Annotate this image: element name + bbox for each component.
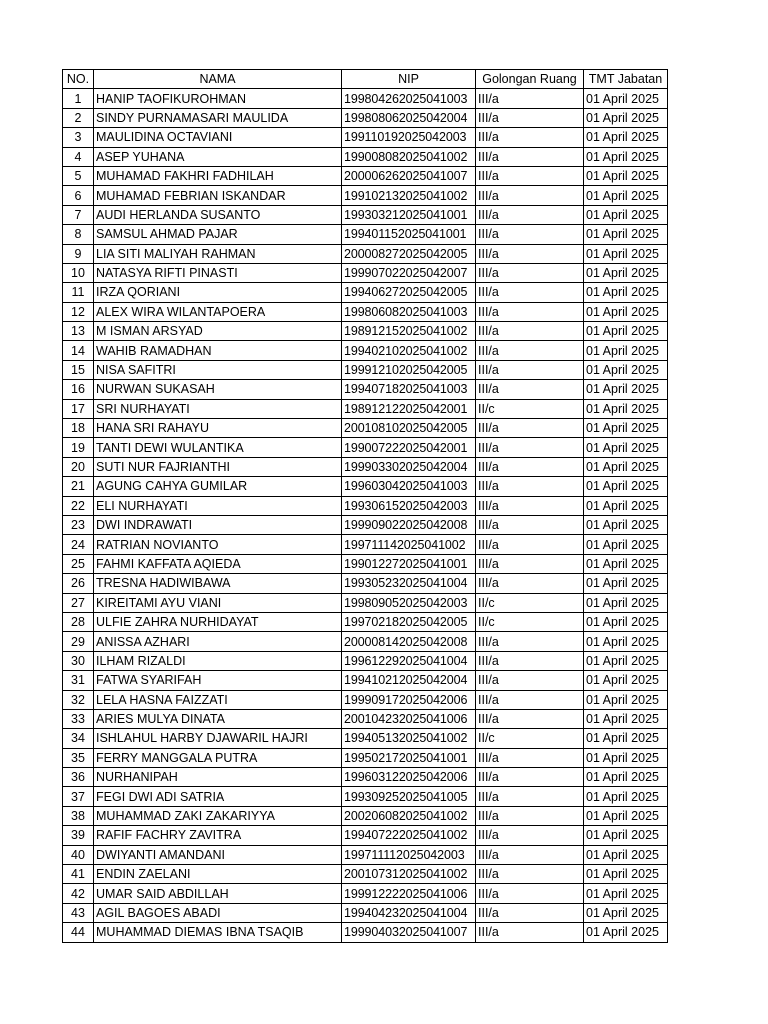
table-row (63, 515, 668, 534)
cell-no: 41 (63, 865, 94, 884)
cell-tmt: 01 April 2025 (584, 729, 668, 748)
cell-golongan: III/a (476, 205, 584, 224)
cell-nip: 200008272025042005 (342, 244, 476, 263)
cell-tmt: 01 April 2025 (584, 166, 668, 185)
table-row (63, 748, 668, 767)
header-nama: NAMA (94, 70, 342, 89)
cell-golongan: III/a (476, 302, 584, 321)
cell-golongan: III/a (476, 225, 584, 244)
cell-tmt: 01 April 2025 (584, 709, 668, 728)
cell-nama: DWIYANTI AMANDANI (94, 845, 342, 864)
cell-golongan: III/a (476, 632, 584, 651)
cell-nama: ULFIE ZAHRA NURHIDAYAT (94, 612, 342, 631)
cell-no: 17 (63, 399, 94, 418)
table-row (63, 671, 668, 690)
cell-tmt: 01 April 2025 (584, 806, 668, 825)
table-row (63, 186, 668, 205)
cell-golongan: III/a (476, 263, 584, 282)
cell-golongan: III/a (476, 283, 584, 302)
cell-golongan: III/a (476, 477, 584, 496)
table-row (63, 205, 668, 224)
table-row (63, 438, 668, 457)
cell-no: 16 (63, 380, 94, 399)
cell-tmt: 01 April 2025 (584, 205, 668, 224)
cell-no: 22 (63, 496, 94, 515)
cell-nip: 199110192025042003 (342, 128, 476, 147)
table-header-row (63, 70, 668, 89)
cell-golongan: III/a (476, 903, 584, 922)
cell-no: 15 (63, 360, 94, 379)
cell-nip: 199909172025042006 (342, 690, 476, 709)
cell-tmt: 01 April 2025 (584, 612, 668, 631)
table-row (63, 923, 668, 942)
cell-nama: NURHANIPAH (94, 768, 342, 787)
cell-nama: NATASYA RIFTI PINASTI (94, 263, 342, 282)
cell-tmt: 01 April 2025 (584, 787, 668, 806)
cell-tmt: 01 April 2025 (584, 768, 668, 787)
cell-nip: 198912122025042001 (342, 399, 476, 418)
cell-no: 20 (63, 457, 94, 476)
cell-no: 34 (63, 729, 94, 748)
cell-golongan: III/a (476, 108, 584, 127)
cell-tmt: 01 April 2025 (584, 651, 668, 670)
cell-nip: 199407222025041002 (342, 826, 476, 845)
cell-golongan: III/a (476, 147, 584, 166)
table-row (63, 903, 668, 922)
cell-tmt: 01 April 2025 (584, 865, 668, 884)
cell-no: 26 (63, 574, 94, 593)
cell-tmt: 01 April 2025 (584, 535, 668, 554)
cell-golongan: III/a (476, 496, 584, 515)
cell-no: 13 (63, 322, 94, 341)
cell-nip: 200006262025041007 (342, 166, 476, 185)
cell-tmt: 01 April 2025 (584, 690, 668, 709)
cell-no: 8 (63, 225, 94, 244)
cell-tmt: 01 April 2025 (584, 438, 668, 457)
table-row (63, 651, 668, 670)
cell-no: 39 (63, 826, 94, 845)
cell-nip: 199912102025042005 (342, 360, 476, 379)
cell-golongan: III/a (476, 709, 584, 728)
cell-tmt: 01 April 2025 (584, 884, 668, 903)
cell-golongan: III/a (476, 554, 584, 573)
cell-nama: ENDIN ZAELANI (94, 865, 342, 884)
cell-tmt: 01 April 2025 (584, 128, 668, 147)
cell-nama: AUDI HERLANDA SUSANTO (94, 205, 342, 224)
cell-tmt: 01 April 2025 (584, 225, 668, 244)
cell-tmt: 01 April 2025 (584, 748, 668, 767)
cell-nama: KIREITAMI AYU VIANI (94, 593, 342, 612)
cell-tmt: 01 April 2025 (584, 283, 668, 302)
cell-nama: ILHAM RIZALDI (94, 651, 342, 670)
cell-no: 43 (63, 903, 94, 922)
cell-no: 35 (63, 748, 94, 767)
cell-no: 12 (63, 302, 94, 321)
cell-nip: 200107312025041002 (342, 865, 476, 884)
table-row (63, 225, 668, 244)
cell-nama: ANISSA AZHARI (94, 632, 342, 651)
cell-nama: HANIP TAOFIKUROHMAN (94, 89, 342, 108)
cell-no: 28 (63, 612, 94, 631)
cell-golongan: II/c (476, 399, 584, 418)
cell-no: 10 (63, 263, 94, 282)
table-row (63, 826, 668, 845)
cell-nip: 199012272025041001 (342, 554, 476, 573)
cell-tmt: 01 April 2025 (584, 671, 668, 690)
cell-nip: 199909022025042008 (342, 515, 476, 534)
cell-nama: ASEP YUHANA (94, 147, 342, 166)
cell-no: 40 (63, 845, 94, 864)
cell-golongan: III/a (476, 341, 584, 360)
cell-golongan: III/a (476, 884, 584, 903)
table-row (63, 496, 668, 515)
cell-golongan: III/a (476, 515, 584, 534)
cell-golongan: III/a (476, 690, 584, 709)
cell-nama: SAMSUL AHMAD PAJAR (94, 225, 342, 244)
cell-nama: SINDY PURNAMASARI MAULIDA (94, 108, 342, 127)
cell-nip: 199410212025042004 (342, 671, 476, 690)
cell-nama: FAHMI KAFFATA AQIEDA (94, 554, 342, 573)
cell-no: 23 (63, 515, 94, 534)
cell-golongan: II/c (476, 612, 584, 631)
cell-no: 37 (63, 787, 94, 806)
cell-tmt: 01 April 2025 (584, 477, 668, 496)
cell-nip: 199808062025042004 (342, 108, 476, 127)
cell-tmt: 01 April 2025 (584, 186, 668, 205)
cell-nama: LIA SITI MALIYAH RAHMAN (94, 244, 342, 263)
employee-list-sheet (62, 69, 668, 943)
cell-golongan: III/a (476, 845, 584, 864)
cell-no: 7 (63, 205, 94, 224)
cell-nip: 198912152025041002 (342, 322, 476, 341)
cell-nip: 199406272025042005 (342, 283, 476, 302)
cell-nama: TANTI DEWI WULANTIKA (94, 438, 342, 457)
table-row (63, 574, 668, 593)
table-row (63, 729, 668, 748)
cell-tmt: 01 April 2025 (584, 419, 668, 438)
cell-nip: 199502172025041001 (342, 748, 476, 767)
employee-table (62, 69, 668, 943)
cell-nama: MUHAMAD FAKHRI FADHILAH (94, 166, 342, 185)
table-row (63, 399, 668, 418)
table-row (63, 787, 668, 806)
cell-tmt: 01 April 2025 (584, 632, 668, 651)
table-row (63, 128, 668, 147)
cell-no: 31 (63, 671, 94, 690)
cell-nama: WAHIB RAMADHAN (94, 341, 342, 360)
cell-tmt: 01 April 2025 (584, 399, 668, 418)
cell-nama: RATRIAN NOVIANTO (94, 535, 342, 554)
cell-tmt: 01 April 2025 (584, 244, 668, 263)
cell-nama: LELA HASNA FAIZZATI (94, 690, 342, 709)
cell-nip: 199603042025041003 (342, 477, 476, 496)
cell-nama: NISA SAFITRI (94, 360, 342, 379)
cell-nip: 199305232025041004 (342, 574, 476, 593)
cell-no: 25 (63, 554, 94, 573)
cell-nama: ARIES MULYA DINATA (94, 709, 342, 728)
table-row (63, 884, 668, 903)
cell-tmt: 01 April 2025 (584, 89, 668, 108)
table-row (63, 322, 668, 341)
table-row (63, 554, 668, 573)
cell-nip: 200108102025042005 (342, 419, 476, 438)
cell-golongan: II/c (476, 593, 584, 612)
cell-nip: 199804262025041003 (342, 89, 476, 108)
cell-golongan: III/a (476, 865, 584, 884)
cell-golongan: III/a (476, 89, 584, 108)
cell-tmt: 01 April 2025 (584, 554, 668, 573)
cell-no: 5 (63, 166, 94, 185)
cell-nama: IRZA QORIANI (94, 283, 342, 302)
table-row (63, 341, 668, 360)
table-row (63, 632, 668, 651)
cell-nama: SUTI NUR FAJRIANTHI (94, 457, 342, 476)
cell-nip: 199102132025041002 (342, 186, 476, 205)
cell-golongan: III/a (476, 360, 584, 379)
cell-nip: 200206082025041002 (342, 806, 476, 825)
cell-golongan: II/c (476, 729, 584, 748)
cell-nip: 199008082025041002 (342, 147, 476, 166)
cell-nip: 199903302025042004 (342, 457, 476, 476)
cell-golongan: III/a (476, 380, 584, 399)
table-row (63, 360, 668, 379)
cell-nama: FEGI DWI ADI SATRIA (94, 787, 342, 806)
cell-golongan: III/a (476, 826, 584, 845)
cell-nip: 199306152025042003 (342, 496, 476, 515)
cell-no: 18 (63, 419, 94, 438)
cell-nip: 199404232025041004 (342, 903, 476, 922)
table-row (63, 865, 668, 884)
cell-golongan: III/a (476, 574, 584, 593)
cell-no: 2 (63, 108, 94, 127)
cell-nip: 199309252025041005 (342, 787, 476, 806)
cell-tmt: 01 April 2025 (584, 593, 668, 612)
cell-no: 6 (63, 186, 94, 205)
cell-no: 42 (63, 884, 94, 903)
cell-tmt: 01 April 2025 (584, 302, 668, 321)
table-row (63, 89, 668, 108)
table-row (63, 709, 668, 728)
cell-nip: 200104232025041006 (342, 709, 476, 728)
cell-nama: HANA SRI RAHAYU (94, 419, 342, 438)
cell-tmt: 01 April 2025 (584, 574, 668, 593)
cell-golongan: III/a (476, 244, 584, 263)
table-row (63, 166, 668, 185)
cell-nip: 199806082025041003 (342, 302, 476, 321)
header-tmt-jabatan: TMT Jabatan (584, 70, 668, 89)
cell-no: 21 (63, 477, 94, 496)
cell-nip: 199401152025041001 (342, 225, 476, 244)
cell-golongan: III/a (476, 186, 584, 205)
header-no: NO. (63, 70, 94, 89)
cell-golongan: III/a (476, 438, 584, 457)
cell-nip: 199612292025041004 (342, 651, 476, 670)
table-row (63, 457, 668, 476)
cell-golongan: III/a (476, 535, 584, 554)
table-row (63, 380, 668, 399)
cell-golongan: III/a (476, 768, 584, 787)
cell-golongan: III/a (476, 671, 584, 690)
cell-nip: 199702182025042005 (342, 612, 476, 631)
cell-no: 29 (63, 632, 94, 651)
cell-nip: 199407182025041003 (342, 380, 476, 399)
cell-nama: NURWAN SUKASAH (94, 380, 342, 399)
cell-no: 9 (63, 244, 94, 263)
cell-nama: M ISMAN ARSYAD (94, 322, 342, 341)
cell-no: 1 (63, 89, 94, 108)
cell-no: 3 (63, 128, 94, 147)
cell-nama: MUHAMMAD ZAKI ZAKARIYYA (94, 806, 342, 825)
cell-nama: MUHAMAD FEBRIAN ISKANDAR (94, 186, 342, 205)
cell-nip: 199907022025042007 (342, 263, 476, 282)
cell-nip: 199809052025042003 (342, 593, 476, 612)
cell-golongan: III/a (476, 651, 584, 670)
table-row (63, 612, 668, 631)
cell-nama: FERRY MANGGALA PUTRA (94, 748, 342, 767)
cell-nip: 199303212025041001 (342, 205, 476, 224)
table-row (63, 768, 668, 787)
table-row (63, 147, 668, 166)
cell-tmt: 01 April 2025 (584, 826, 668, 845)
header-nip: NIP (342, 70, 476, 89)
cell-nama: RAFIF FACHRY ZAVITRA (94, 826, 342, 845)
cell-nip: 200008142025042008 (342, 632, 476, 651)
cell-golongan: III/a (476, 166, 584, 185)
cell-golongan: III/a (476, 128, 584, 147)
cell-tmt: 01 April 2025 (584, 322, 668, 341)
cell-tmt: 01 April 2025 (584, 341, 668, 360)
cell-no: 4 (63, 147, 94, 166)
cell-nama: UMAR SAID ABDILLAH (94, 884, 342, 903)
table-row (63, 690, 668, 709)
cell-tmt: 01 April 2025 (584, 496, 668, 515)
cell-nama: TRESNA HADIWIBAWA (94, 574, 342, 593)
cell-nama: ALEX WIRA WILANTAPOERA (94, 302, 342, 321)
cell-nip: 199711142025041002 (342, 535, 476, 554)
cell-nama: AGUNG CAHYA GUMILAR (94, 477, 342, 496)
cell-nama: DWI INDRAWATI (94, 515, 342, 534)
cell-golongan: III/a (476, 787, 584, 806)
cell-golongan: III/a (476, 419, 584, 438)
cell-tmt: 01 April 2025 (584, 515, 668, 534)
table-row (63, 806, 668, 825)
cell-no: 11 (63, 283, 94, 302)
cell-golongan: III/a (476, 322, 584, 341)
cell-no: 33 (63, 709, 94, 728)
table-row (63, 535, 668, 554)
table-row (63, 244, 668, 263)
table-row (63, 108, 668, 127)
cell-tmt: 01 April 2025 (584, 147, 668, 166)
cell-tmt: 01 April 2025 (584, 108, 668, 127)
cell-tmt: 01 April 2025 (584, 380, 668, 399)
cell-nama: FATWA SYARIFAH (94, 671, 342, 690)
cell-nama: ELI NURHAYATI (94, 496, 342, 515)
cell-golongan: III/a (476, 748, 584, 767)
table-row (63, 593, 668, 612)
cell-no: 27 (63, 593, 94, 612)
cell-nip: 199405132025041002 (342, 729, 476, 748)
cell-tmt: 01 April 2025 (584, 923, 668, 942)
cell-no: 38 (63, 806, 94, 825)
cell-tmt: 01 April 2025 (584, 457, 668, 476)
cell-tmt: 01 April 2025 (584, 360, 668, 379)
cell-no: 30 (63, 651, 94, 670)
table-row (63, 477, 668, 496)
cell-no: 19 (63, 438, 94, 457)
cell-no: 24 (63, 535, 94, 554)
cell-nama: MUHAMMAD DIEMAS IBNA TSAQIB (94, 923, 342, 942)
cell-nama: SRI NURHAYATI (94, 399, 342, 418)
table-row (63, 419, 668, 438)
cell-nip: 199912222025041006 (342, 884, 476, 903)
table-row (63, 845, 668, 864)
cell-golongan: III/a (476, 457, 584, 476)
cell-nip: 199402102025041002 (342, 341, 476, 360)
cell-golongan: III/a (476, 806, 584, 825)
cell-no: 44 (63, 923, 94, 942)
table-row (63, 302, 668, 321)
cell-tmt: 01 April 2025 (584, 263, 668, 282)
cell-nama: ISHLAHUL HARBY DJAWARIL HAJRI (94, 729, 342, 748)
cell-nama: AGIL BAGOES ABADI (94, 903, 342, 922)
table-row (63, 283, 668, 302)
cell-no: 14 (63, 341, 94, 360)
table-body (63, 89, 668, 942)
cell-no: 36 (63, 768, 94, 787)
cell-tmt: 01 April 2025 (584, 903, 668, 922)
cell-nip: 199904032025041007 (342, 923, 476, 942)
cell-no: 32 (63, 690, 94, 709)
cell-tmt: 01 April 2025 (584, 845, 668, 864)
cell-golongan: III/a (476, 923, 584, 942)
cell-nip: 199603122025042006 (342, 768, 476, 787)
cell-nama: MAULIDINA OCTAVIANI (94, 128, 342, 147)
header-golongan-ruang: Golongan Ruang (476, 70, 584, 89)
cell-nip: 199007222025042001 (342, 438, 476, 457)
cell-nip: 199711112025042003 (342, 845, 476, 864)
table-row (63, 263, 668, 282)
